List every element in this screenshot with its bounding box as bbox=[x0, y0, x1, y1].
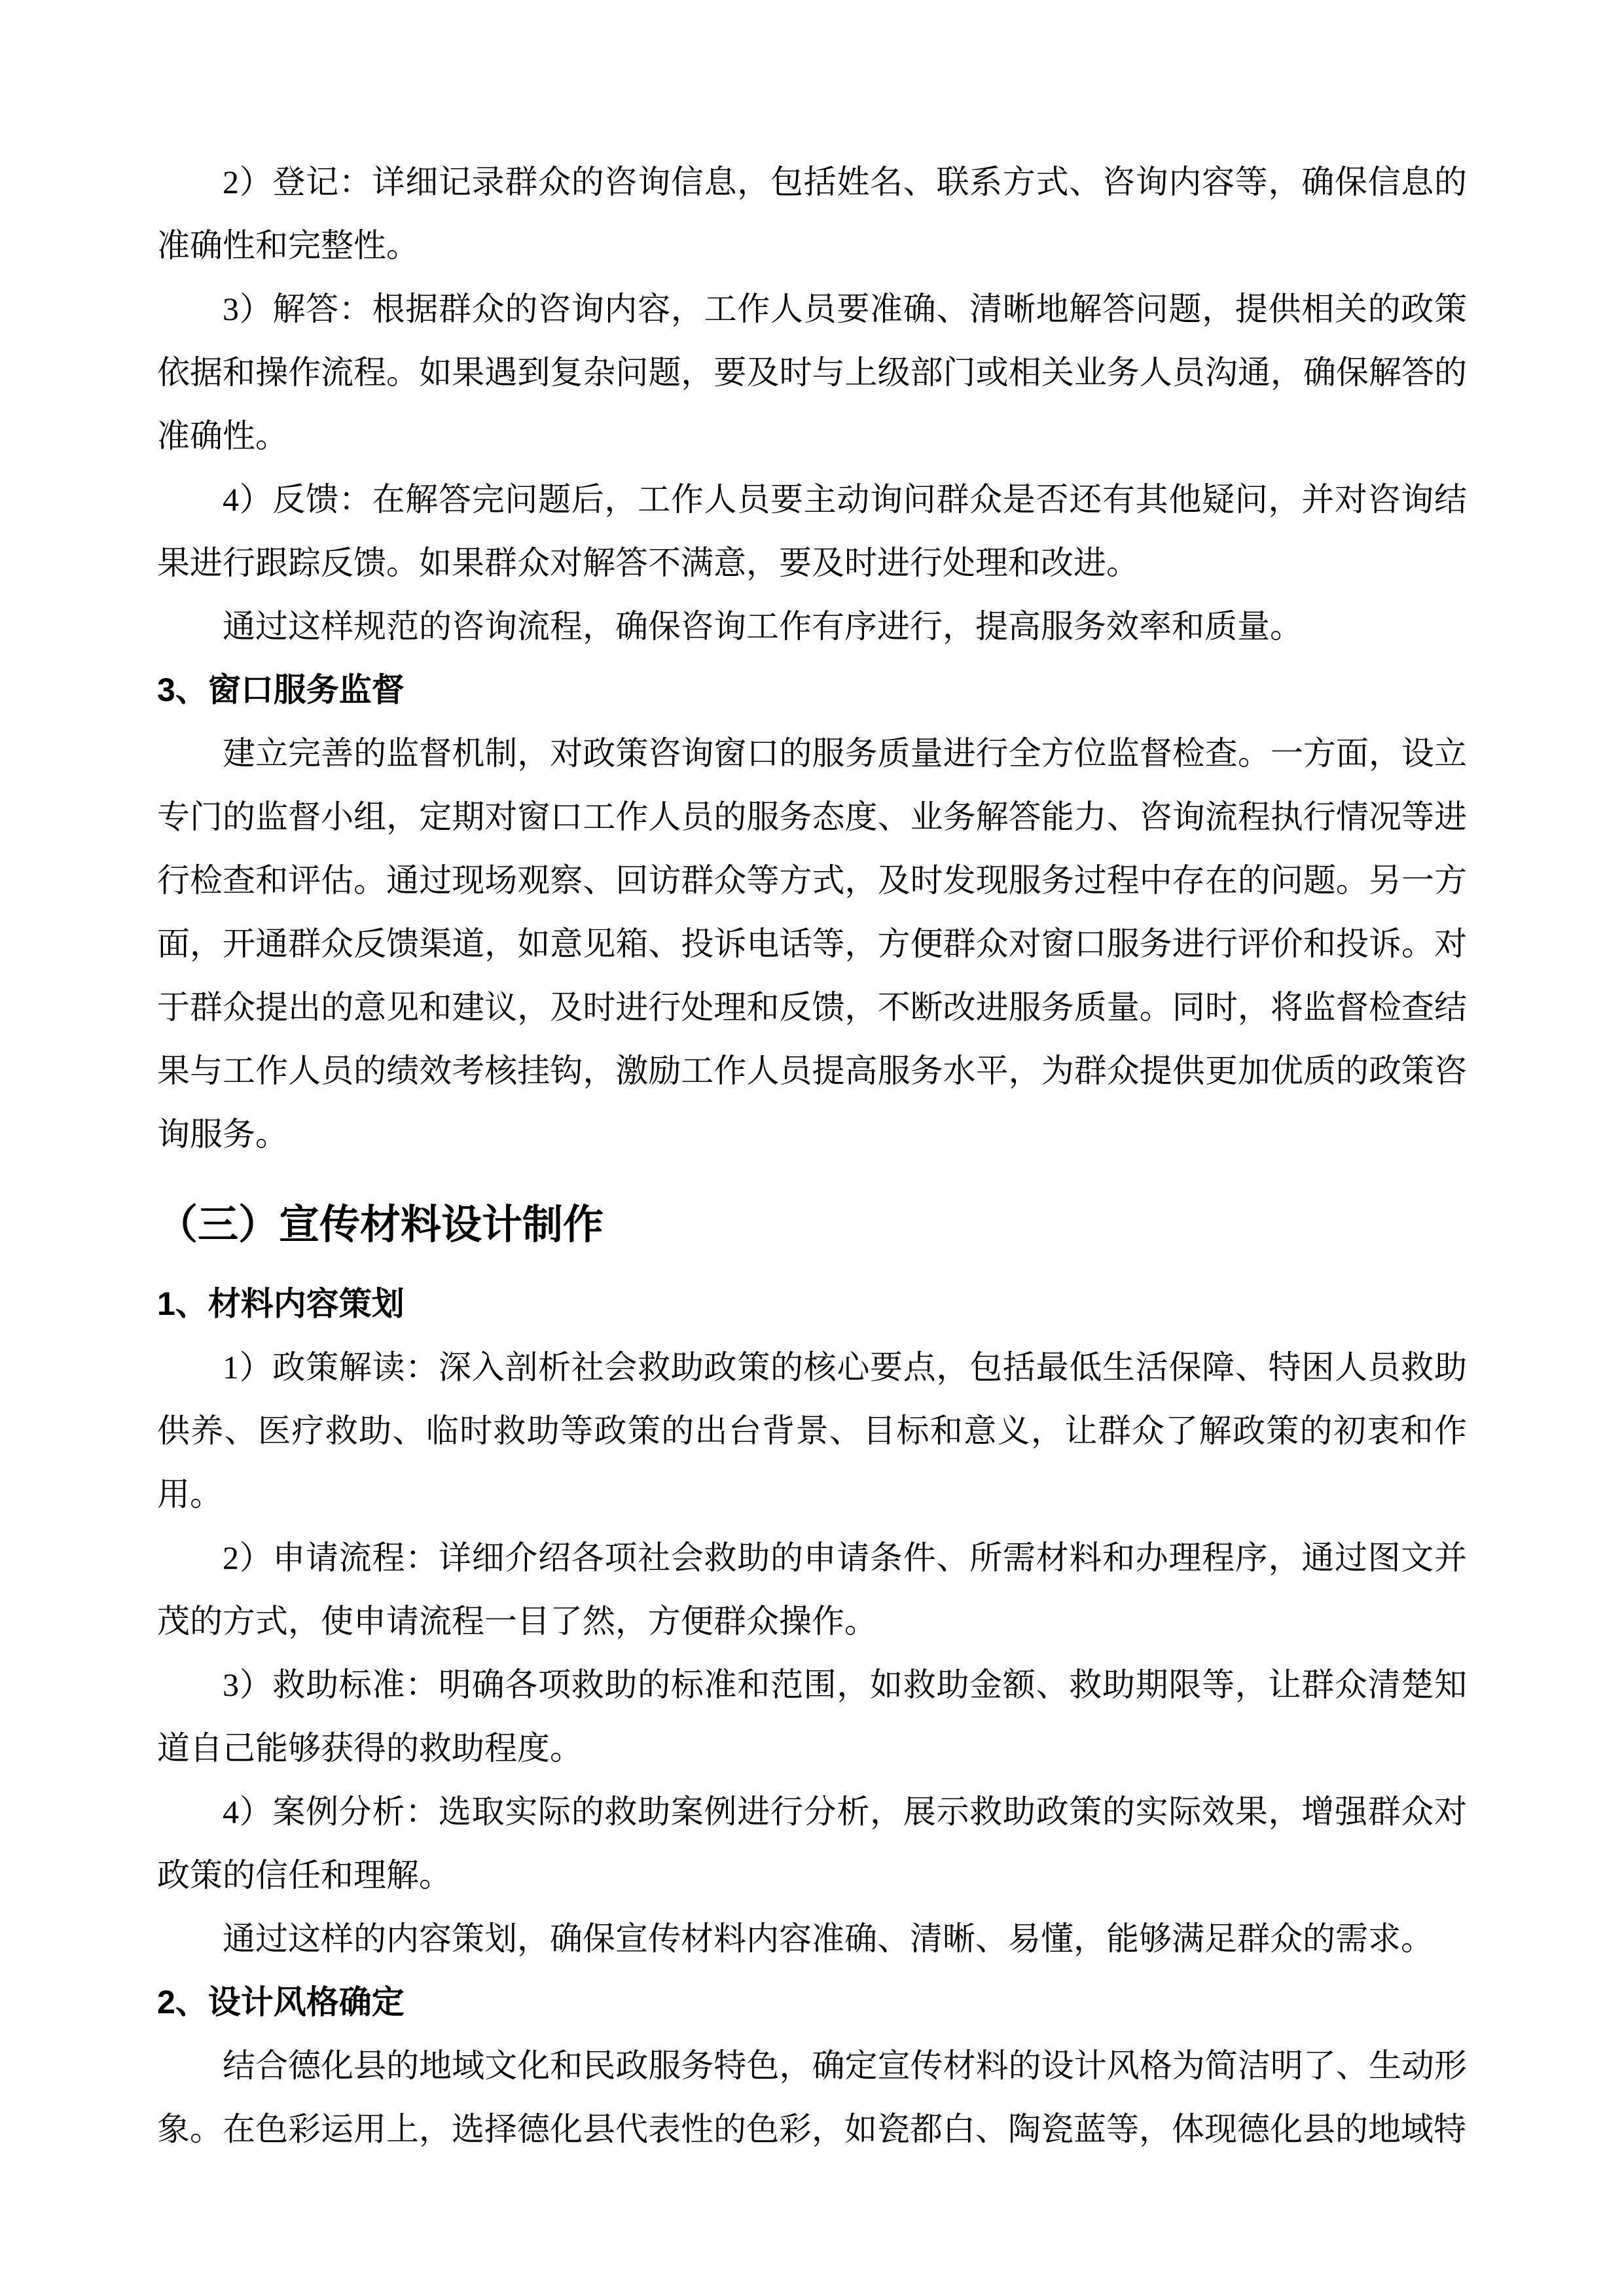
section-heading: 1、材料内容策划 bbox=[157, 1285, 405, 1322]
paragraph: 4）案例分析：选取实际的救助案例进行分析，展示救助政策的实际效果，增强群众对政策的信任和理解。 bbox=[157, 1793, 1467, 1893]
chapter-heading: （三）宣传材料设计制作 bbox=[157, 1202, 604, 1247]
paragraph: 建立完善的监督机制，对政策咨询窗口的服务质量进行全方位监督检查。一方面，设立专门的监督小组，定期对窗口工作人员的服务态度、业务解答能力、咨询流程执行情况等进行检查和评估。通过现场观察、回访群众等方式，及时发现服务过程中存在的问题。另一方面，开通群众反馈渠道，如意见箱、投诉电话等，方便群众对窗口服务进行评价和投诉。对于群众提出的意见和建议，及时进行处理和反馈，不断改进服务质量。同时，将监督检查结果与工作人员的绩效考核挂钩，激励工作人员提高服务水平，为群众提供更加优质的政策咨询服务。 bbox=[157, 735, 1467, 1153]
paragraph: 4）反馈：在解答完问题后，工作人员要主动询问群众是否还有其他疑问，并对咨询结果进行跟踪反馈。如果群众对解答不满意，要及时进行处理和改进。 bbox=[157, 481, 1467, 581]
paragraph: 通过这样规范的咨询流程，确保咨询工作有序进行，提高服务效率和质量。 bbox=[223, 608, 1303, 645]
paragraph: 2）登记：详细记录群众的咨询信息，包括姓名、联系方式、咨询内容等，确保信息的准确性和完整性。 bbox=[157, 164, 1467, 264]
paragraph: 1）政策解读：深入剖析社会救助政策的核心要点，包括最低生活保障、特困人员救助供养、医疗救助、临时救助等政策的出台背景、目标和意义，让群众了解政策的初衷和作用。 bbox=[157, 1349, 1467, 1513]
paragraph: 3）救助标准：明确各项救助的标准和范围，如救助金额、救助期限等，让群众清楚知道自己能够获得的救助程度。 bbox=[157, 1666, 1467, 1767]
paragraph: 2）申请流程：详细介绍各项社会救助的申请条件、所需材料和办理程序，通过图文并茂的方式，使申请流程一目了然，方便群众操作。 bbox=[157, 1539, 1467, 1640]
paragraph: 结合德化县的地域文化和民政服务特色，确定宣传材料的设计风格为简洁明了、生动形象。在色彩运用上，选择德化县代表性的色彩，如瓷都白、陶瓷蓝等，体现德化县的地域特 bbox=[157, 2047, 1467, 2147]
section-heading: 3、窗口服务监督 bbox=[157, 672, 405, 708]
section-heading: 2、设计风格确定 bbox=[157, 1984, 405, 2020]
paragraph: 3）解答：根据群众的咨询内容，工作人员要准确、清晰地解答问题，提供相关的政策依据和操作流程。如果遇到复杂问题，要及时与上级部门或相关业务人员沟通，确保解答的准确性。 bbox=[157, 291, 1467, 454]
paragraph: 通过这样的内容策划，确保宣传材料内容准确、清晰、易懂，能够满足群众的需求。 bbox=[223, 1920, 1434, 1957]
